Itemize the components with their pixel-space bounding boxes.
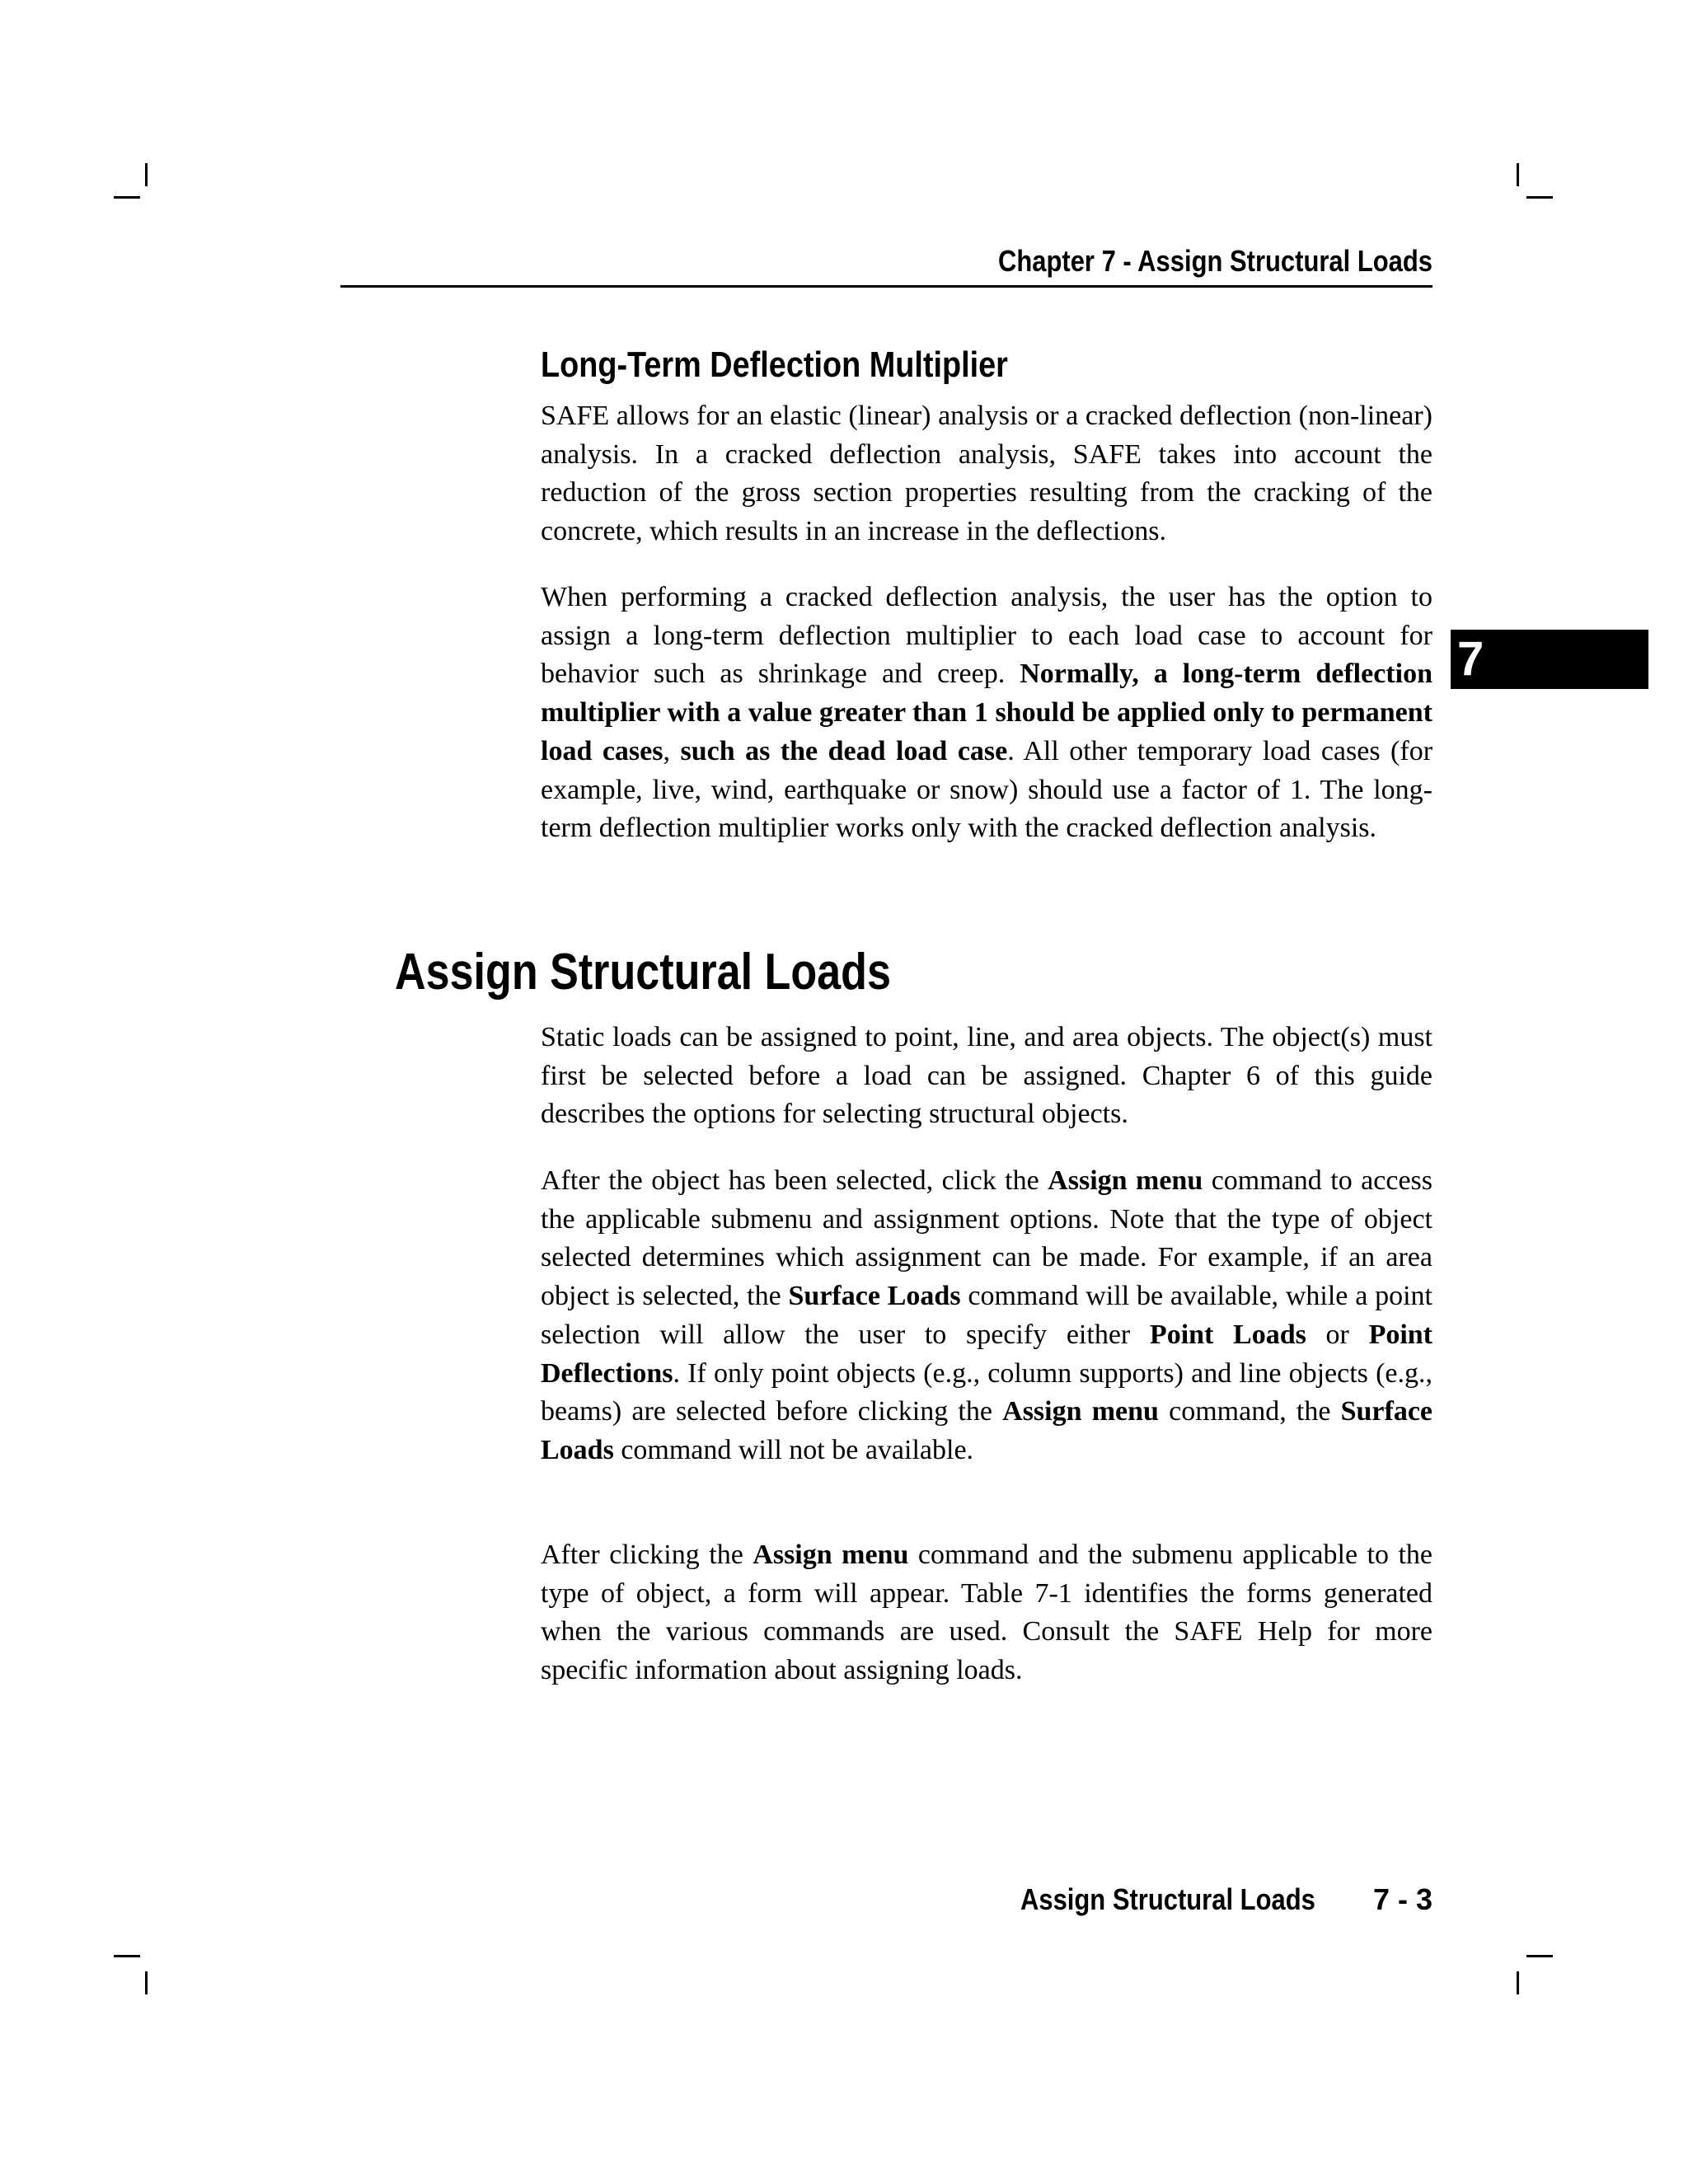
bold-text: Normally, a long-term deflection multiplier with a value greater than 1 should be applied only to permanent load cases	[541, 658, 1432, 766]
paragraph-text: . All other temporary load cases (for example, live, wind, earthquake or snow) should use a factor of 1. The long-term deflection multiplier works only with the cracked deflection analysis.	[541, 735, 1433, 844]
chapter-tab	[1451, 630, 1648, 689]
crop-mark-top-right-v	[1517, 163, 1519, 186]
paragraph-assign-menu	[541, 1162, 1432, 1470]
paragraph-text: command to access the applicable submenu and assignment options. Note that the type of object selected determines which assignment can be made. For example, if an area object is selected, the	[541, 1165, 1432, 1312]
paragraph-cracked-deflection	[541, 579, 1432, 848]
paragraph-text: After clicking the	[541, 1540, 753, 1570]
section-heading-assign-structural-loads: Assign Structural Loads	[395, 944, 891, 1001]
paragraph-text: command and the submenu applicable to the type of object, a form will appear. Table 7-1 identifies the forms generated when the various commands are used. Consult the SAFE Help for more specific information about assigning loads.	[541, 1540, 1433, 1686]
paragraph-text: ,	[663, 735, 681, 766]
paragraph-text: command will be available, while a point selection will allow the user to specify either	[541, 1281, 1433, 1350]
paragraph-text: . If only point objects (e.g., column supports) and line objects (e.g., beams) are selected before clicking the	[541, 1357, 1432, 1427]
chapter-tab-number: 7	[1457, 632, 1484, 686]
crop-mark-top-left-v	[145, 163, 148, 186]
footer-page-number: 7 - 3	[1372, 1882, 1432, 1916]
bold-text: Point Loads	[1149, 1319, 1306, 1350]
crop-mark-top-left-h	[114, 196, 140, 199]
bold-text: Surface Loads	[788, 1281, 961, 1312]
paragraph-text: When performing a cracked deflection analysis, the user has the option to assign a long-term deflection multiplier to each load case to account for behavior such as shrinkage and creep.	[541, 582, 1432, 690]
paragraph-text: After the object has been selected, click the	[541, 1165, 1048, 1196]
paragraph-text: or	[1306, 1319, 1369, 1350]
paragraph-form-appears	[541, 1536, 1432, 1690]
crop-mark-bottom-right-h	[1526, 1955, 1553, 1957]
crop-mark-bottom-right-v	[1517, 1971, 1519, 1994]
paragraph-text: command, the	[1158, 1396, 1341, 1427]
footer-title: Assign Structural Loads	[1020, 1882, 1315, 1916]
crop-mark-bottom-left-v	[145, 1971, 148, 1994]
section-heading-long-term-deflection: Long-Term Deflection Multiplier	[541, 344, 1008, 385]
bold-text: Assign menu	[753, 1540, 909, 1570]
running-header: Chapter 7 - Assign Structural Loads	[998, 244, 1432, 278]
bold-text: Point Deflections	[541, 1319, 1433, 1389]
paragraph-text: SAFE allows for an elastic (linear) analysis or a cracked deflection (non-linear) analysis. In a cracked deflection analysis, SAFE takes into account the reduction of the gross section properties resulting from the cracking of the concrete, which results in an increase in the deflections.	[541, 401, 1432, 547]
paragraph-text: command will not be available.	[613, 1434, 974, 1465]
header-rule	[340, 285, 1432, 288]
bold-text: such as the dead load case	[680, 735, 1008, 766]
crop-mark-bottom-left-h	[114, 1955, 140, 1957]
bold-text: Assign menu	[1002, 1396, 1159, 1427]
bold-text: Assign menu	[1048, 1165, 1203, 1196]
bold-text: Surface Loads	[541, 1396, 1433, 1465]
paragraph-elastic-analysis	[541, 397, 1432, 551]
paragraph-static-loads	[541, 1019, 1432, 1134]
crop-mark-top-right-h	[1526, 196, 1553, 199]
paragraph-text: Static loads can be assigned to point, line, and area objects. The object(s) must first be selected before a load can be assigned. Chapter 6 of this guide describes the options for selecting structural objects.	[541, 1022, 1432, 1130]
